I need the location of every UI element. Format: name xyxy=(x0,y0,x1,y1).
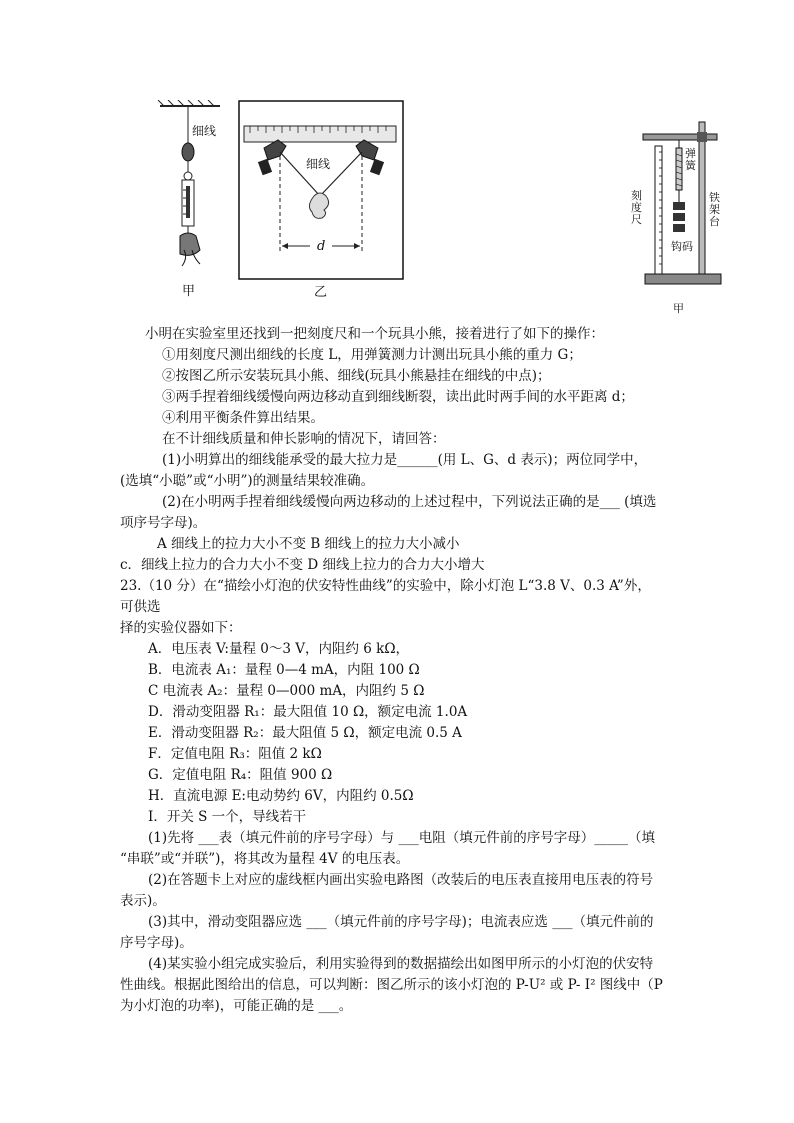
weights-label: 钩码 xyxy=(671,240,693,253)
question-2-cont: 项序号字母)。 xyxy=(120,515,207,531)
string-label: 细线 xyxy=(192,124,217,138)
figure-yi xyxy=(238,100,404,300)
sub-question-4: (4)某实验小组完成实验后，利用实验得到的数据描绘出如图甲所示的小灯泡的伏安特 xyxy=(148,956,654,972)
stand-label: 铁架台 xyxy=(709,191,720,228)
options-cd: c．细线上拉力的合力大小不变 D 细线上拉力的合力大小增大 xyxy=(120,557,485,573)
paragraph-intro: 小明在实验室里还找到一把刻度尺和一个玩具小熊，接着进行了如下的操作： xyxy=(145,326,604,342)
sub-question-2-cont: 表示)。 xyxy=(120,893,166,909)
problem-23-cont: 可供选 xyxy=(120,599,161,615)
step-2: ②按图乙所示安装玩具小熊、细线(玩具小熊悬挂在细线的中点)； xyxy=(162,368,551,384)
options-ab: A 细线上的拉力大小不变 B 细线上的拉力大小减小 xyxy=(157,536,460,552)
sub-question-2: (2)在答题卡上对应的虚线框内画出实验电路图（改装后的电压表直接用电压表的符号 xyxy=(148,872,654,888)
sub-question-3-cont: 序号字母)。 xyxy=(120,935,193,951)
instrument-e: E．滑动变阻器 R₂：最大阻值 5 Ω，额定电流 0.5 A xyxy=(148,725,462,741)
instrument-g: G．定值电阻 R₄：阻值 900 Ω xyxy=(148,767,333,783)
figure-caption: 乙 xyxy=(314,285,328,300)
ruler-label: 刻度尺 xyxy=(631,189,642,226)
problem-23-title: 23.（10 分）在“描绘小灯泡的伏安特性曲线”的实验中，除小灯泡 L“3.8 V、0.3 A”外， xyxy=(120,578,651,594)
sub-question-1: (1)先将 ___表（填元件前的序号字母）与 ___电阻（填元件前的序号字母）_____（填 xyxy=(148,830,655,846)
condition-text: 在不计细线质量和伸长影响的情况下，请回答： xyxy=(162,431,446,447)
sub-question-3: (3)其中，滑动变阻器应选 ___（填元件前的序号字母)；电流表应选 ___（填元件前的 xyxy=(148,914,654,930)
sub-question-4-cont2: 为小灯泡的功率)，可能正确的是 ___。 xyxy=(120,998,353,1014)
instrument-i: I．开关 S 一个，导线若干 xyxy=(148,809,307,825)
step-1: ①用刻度尺测出细线的长度 L，用弹簧测力计测出玩具小熊的重力 G； xyxy=(162,347,582,363)
spring-label: 弹簧 xyxy=(685,147,696,172)
instrument-b: B．电流表 A₁：量程 0—4 mA，内阻 100 Ω xyxy=(148,662,420,678)
figure-jia-left xyxy=(150,100,230,300)
instrument-a: A．电压表 V:量程 0～3 V，内阻约 6 kΩ， xyxy=(148,641,410,657)
instrument-c: C 电流表 A₂：量程 0—000 mA，内阻约 5 Ω xyxy=(148,683,425,699)
question-1-cont: (选填“小聪”或“小明”)的测量结果较准确。 xyxy=(120,473,375,489)
sub-question-4-cont: 性曲线。根据此图给出的信息，可以判断：图乙所示的该小灯泡的 P-U² 或 P- I² 图线中（P xyxy=(120,977,663,993)
question-1: (1)小明算出的细线能承受的最大拉力是______(用 L、G、d 表示)；两位同学中， xyxy=(162,452,648,468)
string-label: 细线 xyxy=(306,157,331,171)
step-4: ④利用平衡条件算出结果。 xyxy=(162,410,324,426)
instrument-d: D．滑动变阻器 R₁：最大阻值 10 Ω，额定电流 1.0A xyxy=(148,704,468,720)
figure-caption: 甲 xyxy=(673,302,684,315)
spring-balance-diagram xyxy=(150,100,230,270)
distance-label: d xyxy=(317,239,326,254)
sub-question-1-cont: “串联”或“并联”)，将其改为量程 4V 的电压表。 xyxy=(120,851,410,867)
figure-jia-right xyxy=(615,118,725,318)
instrument-h: H．直流电源 E:电动势约 6V，内阻约 0.5Ω xyxy=(148,788,414,804)
problem-23-cont2: 择的实验仪器如下： xyxy=(120,620,242,636)
step-3: ③两手捏着细线缓慢向两边移动直到细线断裂，读出此时两手间的水平距离 d； xyxy=(162,389,634,405)
instrument-f: F．定值电阻 R₃：阻值 2 kΩ xyxy=(148,746,322,762)
question-2: (2)在小明两手捏着细线缓慢向两边移动的上述过程中，下列说法正确的是___ (填选 xyxy=(162,494,657,510)
figure-caption: 甲 xyxy=(182,284,196,299)
